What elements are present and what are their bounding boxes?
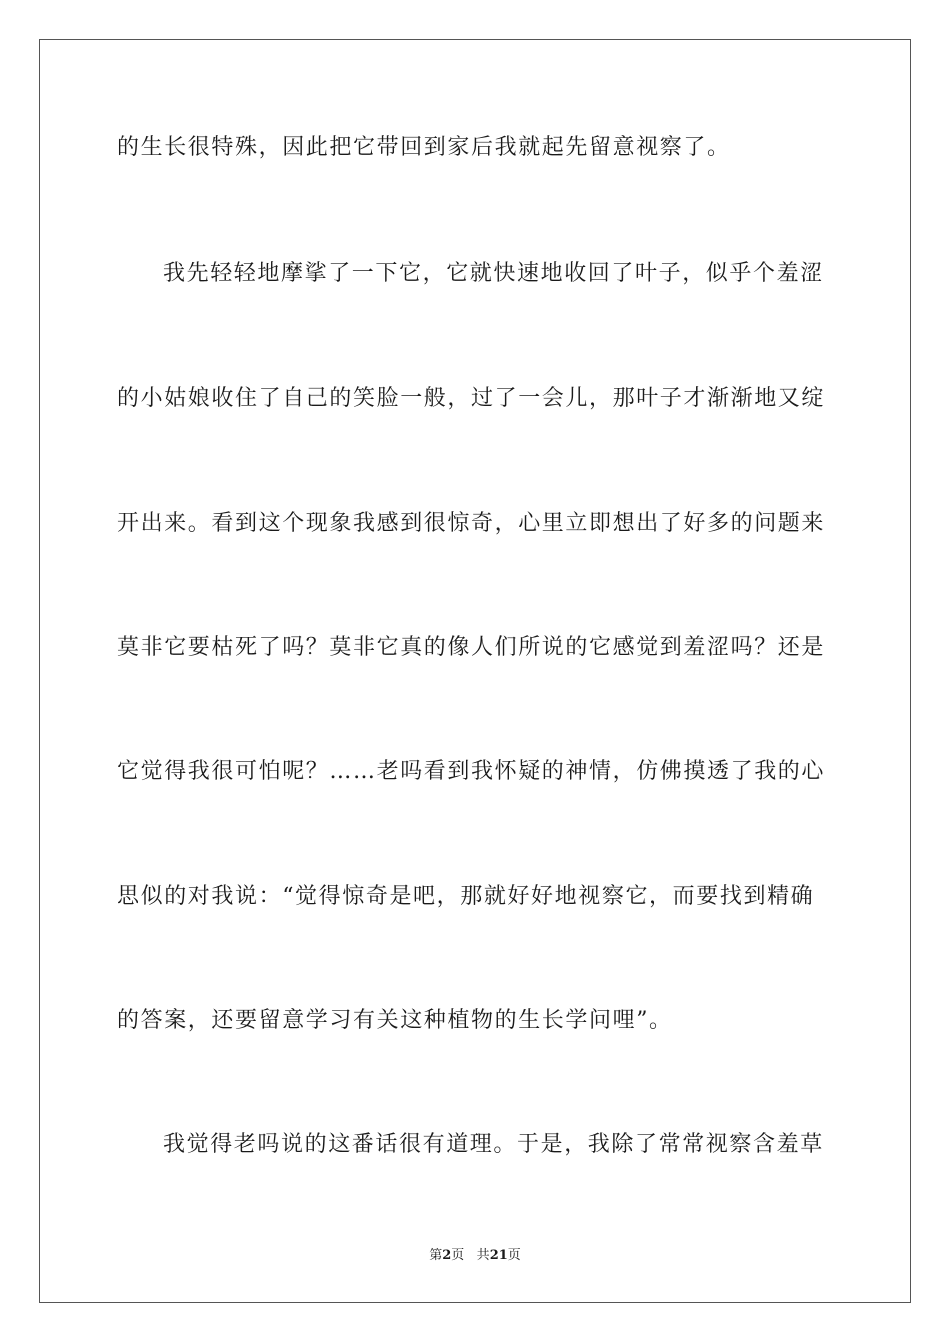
body-text-line-9: 我觉得老吗说的这番话很有道理。于是，我除了常常视察含羞草 xyxy=(163,1132,824,1157)
body-text-line-7: 思似的对我说：“觉得惊奇是吧，那就好好地视察它，而要找到精确 xyxy=(117,884,815,909)
footer-total-suffix: 页 xyxy=(507,1248,521,1263)
body-text-line-8: 的答案，还要留意学习有关这种植物的生长学问哩”。 xyxy=(117,1008,673,1033)
body-text-line-4: 开出来。看到这个现象我感到很惊奇，心里立即想出了好多的问题来 xyxy=(117,511,826,536)
footer-total-prefix: 共 xyxy=(476,1248,490,1263)
body-text-line-5: 莫非它要枯死了吗？莫非它真的像人们所说的它感觉到羞涩吗？还是 xyxy=(117,635,826,660)
body-text-line-3: 的小姑娘收住了自己的笑脸一般，过了一会儿，那叶子才渐渐地又绽 xyxy=(117,386,826,411)
footer-page-suffix: 页 xyxy=(451,1248,465,1263)
body-text-line-2: 我先轻轻地摩挲了一下它，它就快速地收回了叶子，似乎个羞涩 xyxy=(163,261,824,286)
footer-page-prefix: 第 xyxy=(429,1248,443,1263)
page-footer xyxy=(0,1247,950,1265)
body-text-line-6: 它觉得我很可怕呢？……老吗看到我怀疑的神情，仿佛摸透了我的心 xyxy=(117,759,826,784)
footer-page-number: 2 xyxy=(442,1248,452,1263)
footer-total-pages: 21 xyxy=(489,1248,508,1263)
body-text-line-1: 的生长很特殊，因此把它带回到家后我就起先留意视察了。 xyxy=(117,135,731,160)
page-border xyxy=(39,39,911,1303)
